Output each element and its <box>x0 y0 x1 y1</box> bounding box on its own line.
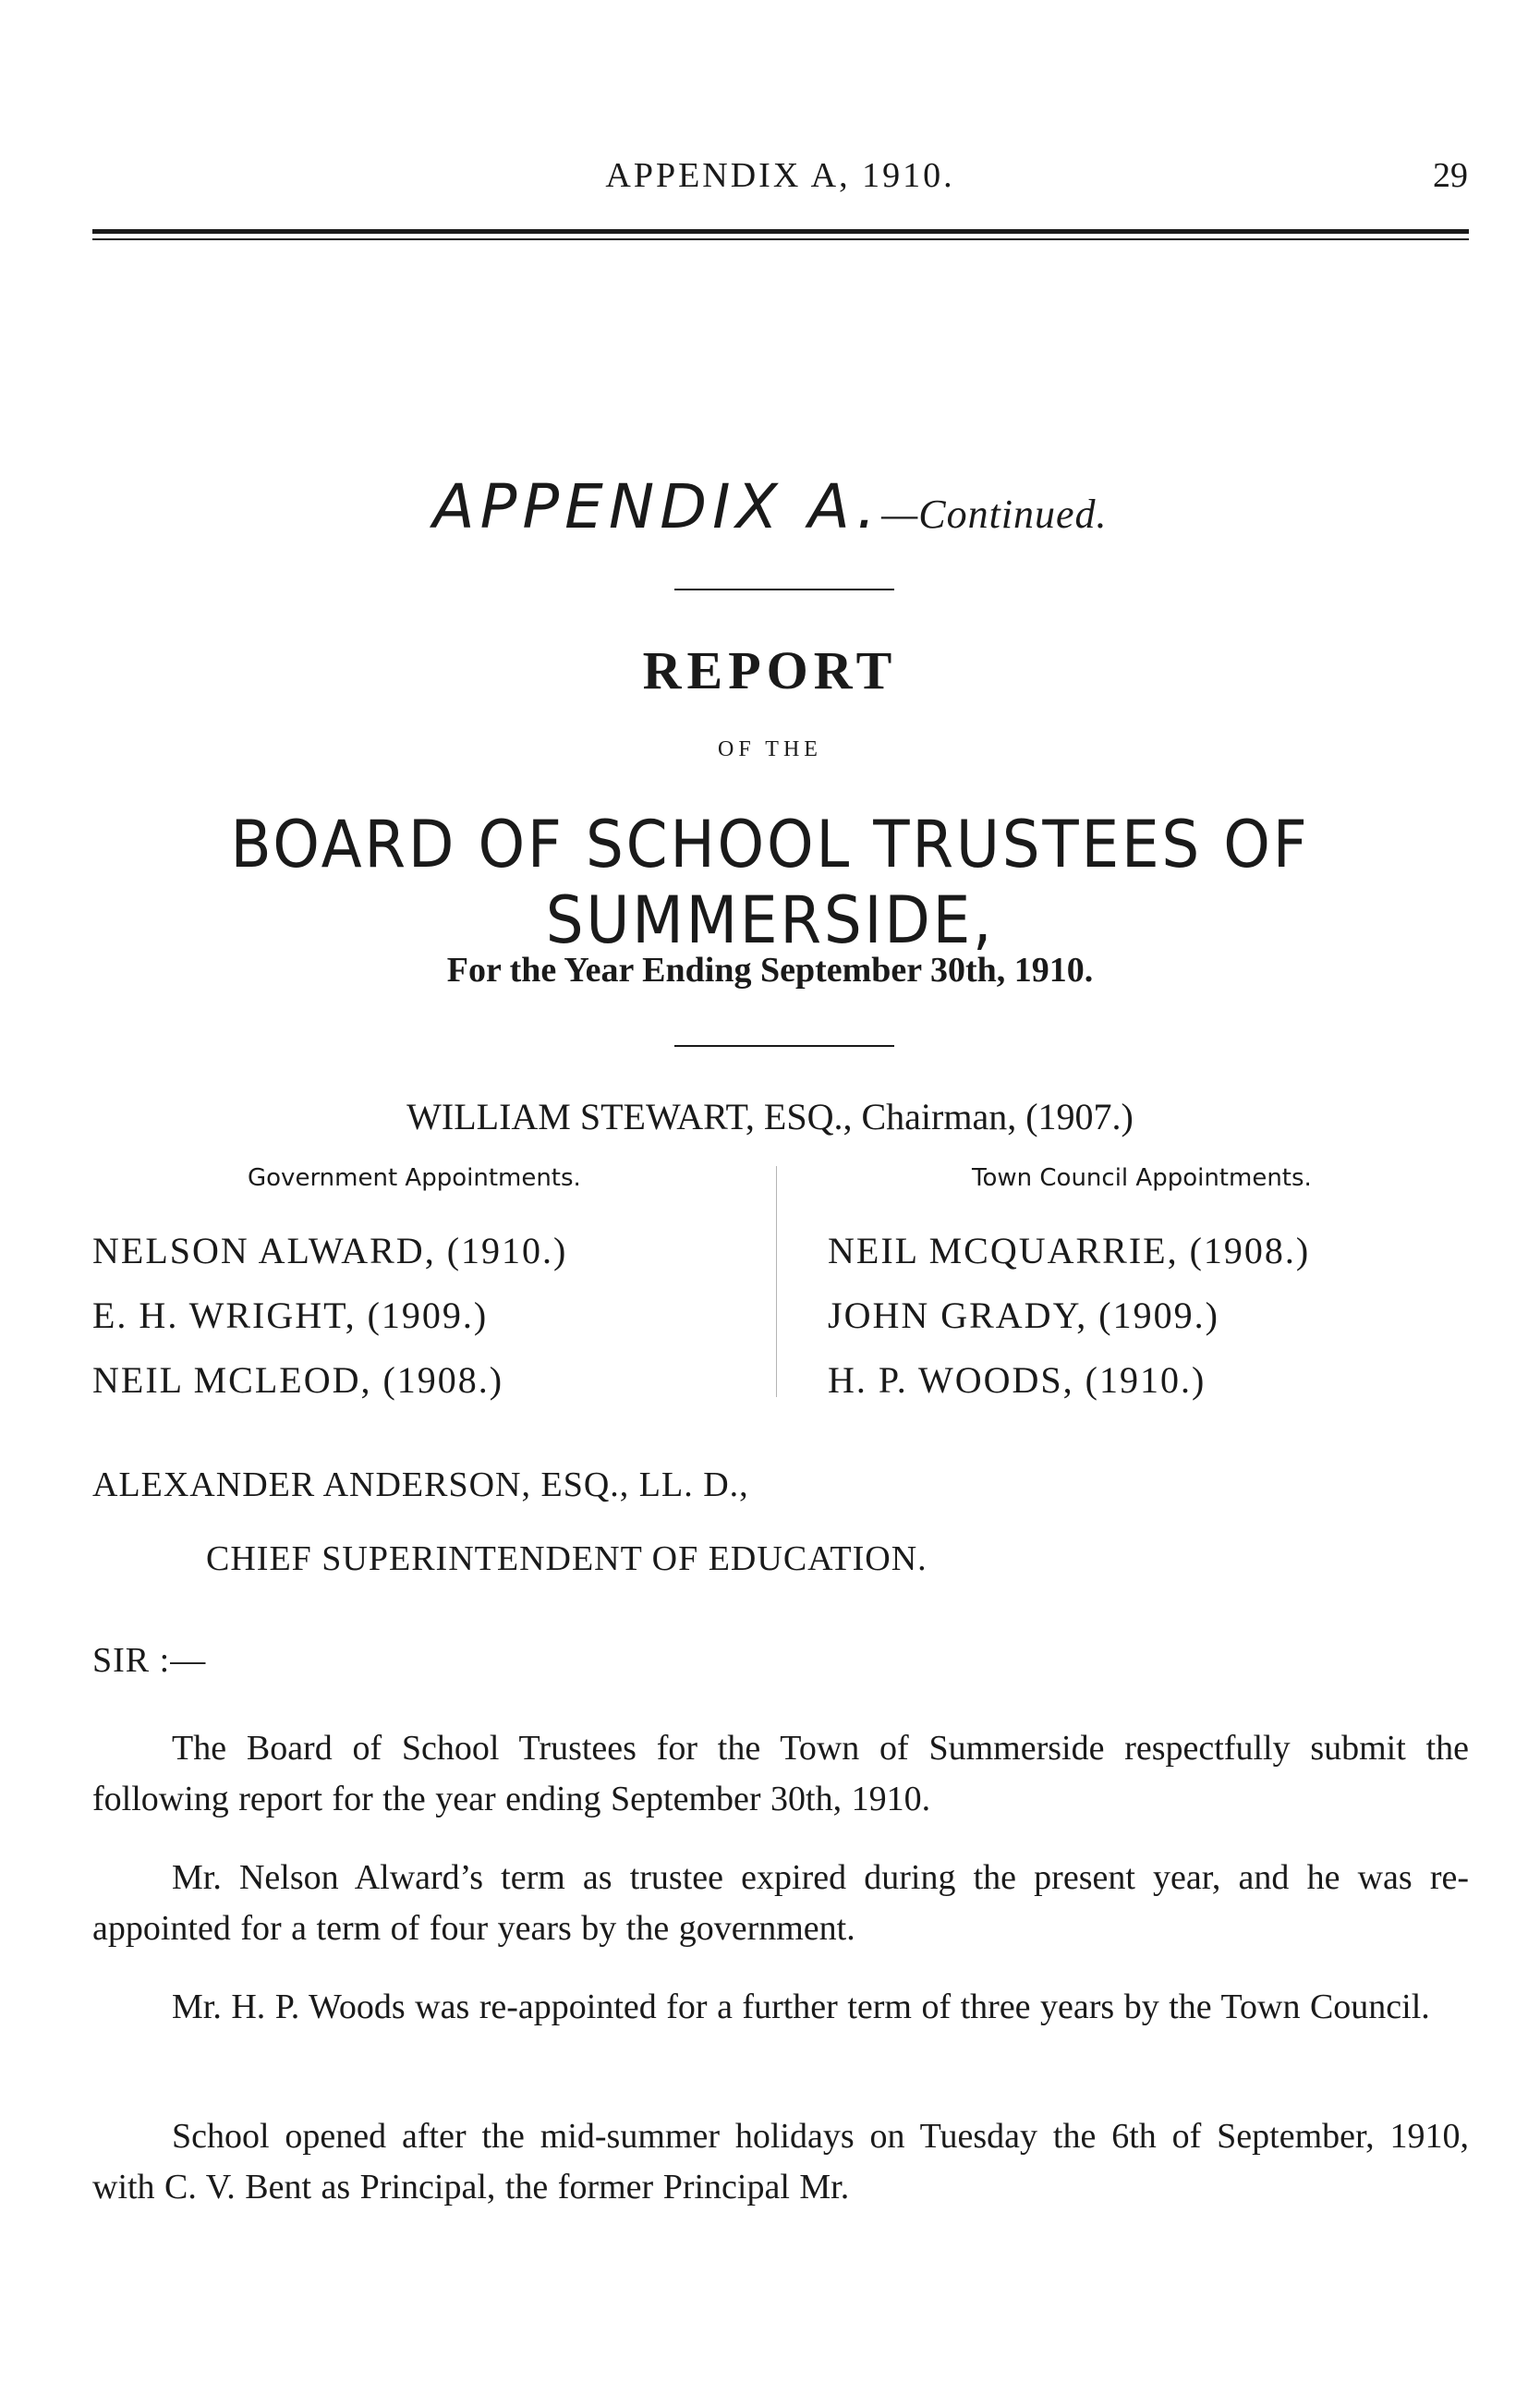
divider-rule-top <box>674 589 894 590</box>
body-paragraph: Mr. Nelson Alward’s term as trustee expired during the present year, and he was re-appointed for a term of four years by the government. <box>92 1858 1469 1948</box>
appendix-title: APPENDIX A. <box>432 471 882 542</box>
salutation: SIR :— <box>92 1641 207 1680</box>
body-paragraph: School opened after the mid-summer holidays on Tuesday the 6th of September, 1910, with C. V. Bent as Principal, the former Principal Mr. <box>92 2117 1469 2206</box>
of-the-label: OF THE <box>718 737 822 761</box>
board-title: BOARD OF SCHOOL TRUSTEES OF SUMMERSIDE, <box>230 807 1310 958</box>
government-member: E. H. WRIGHT, (1909.) <box>92 1295 489 1336</box>
addressee-name: ALEXANDER ANDERSON, ESQ., LL. D., <box>92 1465 749 1504</box>
council-appointments-label: Town Council Appointments. <box>972 1164 1312 1192</box>
report-title: REPORT <box>642 640 898 700</box>
running-title: APPENDIX A, 1910. <box>605 156 955 195</box>
council-member: H. P. WOODS, (1910.) <box>828 1359 1207 1401</box>
divider-rule-bottom <box>674 1045 894 1047</box>
body-paragraph: The Board of School Trustees for the Town of Summerside respectfully submit the following report for the year ending September 30th, 1910. <box>92 1729 1469 1818</box>
running-header <box>92 155 1468 211</box>
page-number: 29 <box>1433 156 1468 195</box>
council-member: JOHN GRADY, (1909.) <box>828 1295 1219 1336</box>
year-ending: For the Year Ending September 30th, 1910. <box>446 951 1094 990</box>
government-appointments-label: Government Appointments. <box>248 1164 581 1192</box>
column-divider <box>776 1166 777 1397</box>
chairman-line: WILLIAM STEWART, ESQ., Chairman, (1907.) <box>406 1096 1134 1137</box>
body-paragraph: Mr. H. P. Woods was re-appointed for a further term of three years by the Town Council. <box>172 1988 1430 2026</box>
council-member: NEIL MCQUARRIE, (1908.) <box>828 1230 1311 1271</box>
appendix-continued: —Continued. <box>881 492 1108 537</box>
government-member: NELSON ALWARD, (1910.) <box>92 1230 568 1271</box>
header-rule-thick <box>92 229 1469 234</box>
appendix-heading <box>0 471 1540 554</box>
header-rule-thin <box>92 238 1469 240</box>
government-member: NEIL MCLEOD, (1908.) <box>92 1359 504 1401</box>
addressee-office: CHIEF SUPERINTENDENT OF EDUCATION. <box>206 1539 928 1578</box>
